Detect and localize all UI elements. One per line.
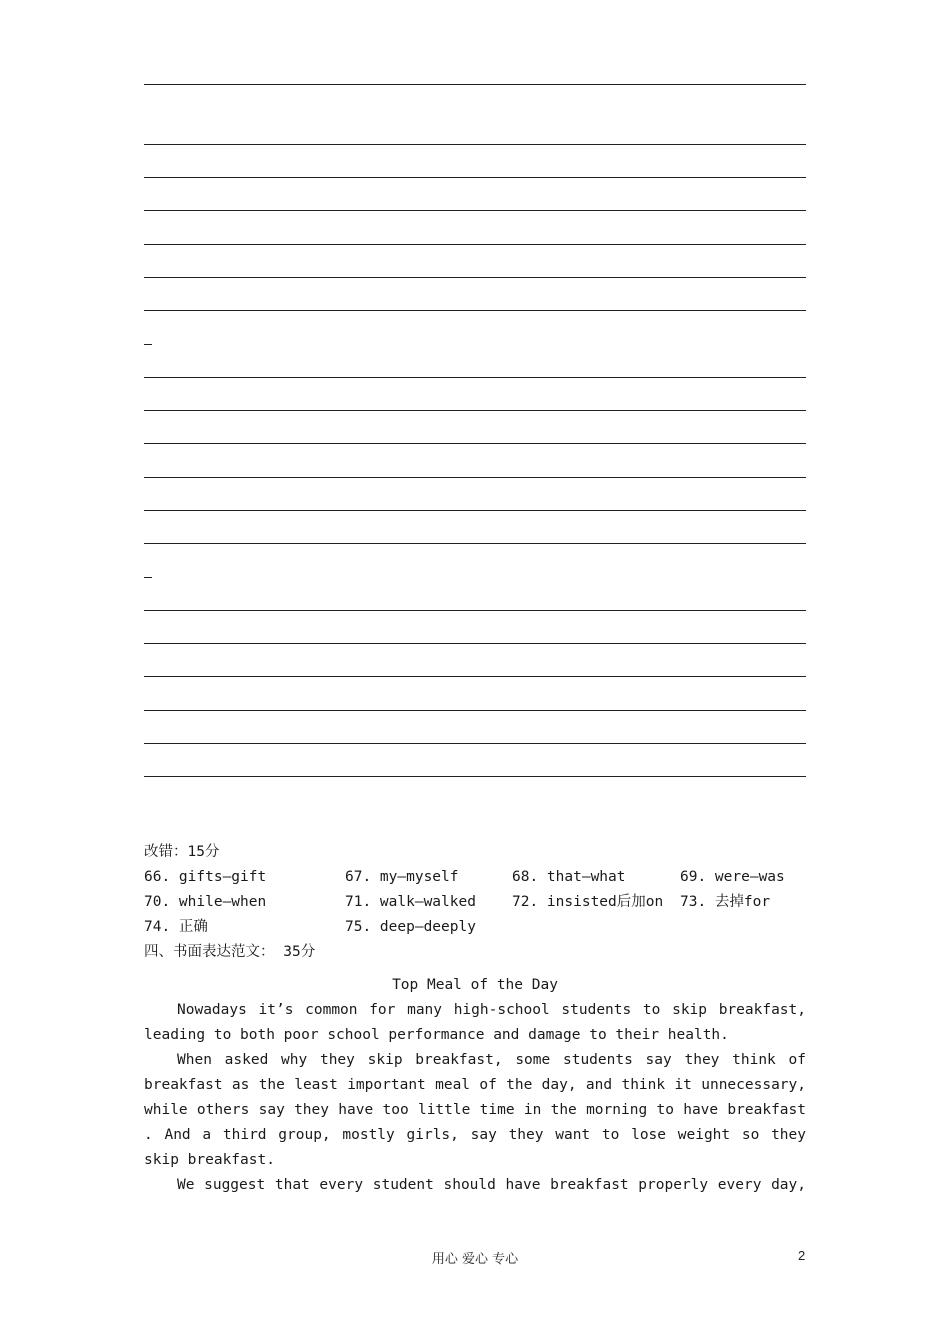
- answer-item: 74. 正确: [144, 919, 208, 935]
- writing-line: [144, 643, 806, 644]
- writing-line: [144, 410, 806, 411]
- writing-line: [144, 244, 806, 245]
- footer-slogan: 用心 爱心 专心: [431, 1252, 519, 1267]
- writing-line: [144, 310, 806, 311]
- writing-line: [144, 277, 806, 278]
- essay-title: Top Meal of the Day: [392, 977, 558, 993]
- writing-line: [144, 676, 806, 677]
- answer-item: 67. my—myself: [345, 869, 459, 885]
- answer-item: 71. walk—walked: [345, 894, 476, 910]
- writing-line: [144, 210, 806, 211]
- essay-paragraph: We suggest that every student should have breakfast properly every day,: [177, 1177, 806, 1193]
- writing-line: [144, 84, 806, 85]
- answer-item: 72. insisted后加on: [512, 894, 664, 910]
- page-number: 2: [798, 1248, 806, 1263]
- short-dash: [144, 577, 152, 578]
- essay-paragraph: Nowadays it’s common for many high-school students to skip breakfast, leading to both poor school performance and damage to their health.: [144, 1002, 806, 1043]
- answer-item: 75. deep—deeply: [345, 919, 476, 935]
- writing-line: [144, 443, 806, 444]
- writing-line: [144, 177, 806, 178]
- writing-line: [144, 543, 806, 544]
- answer-item: 70. while—when: [144, 894, 267, 910]
- writing-line: [144, 776, 806, 777]
- answer-item: 68. that—what: [512, 869, 626, 885]
- writing-line: [144, 610, 806, 611]
- answer-item: 69. were—was: [680, 869, 785, 885]
- writing-line: [144, 743, 806, 744]
- answer-item: 73. 去掉for: [680, 894, 771, 910]
- writing-line: [144, 477, 806, 478]
- writing-line: [144, 144, 806, 145]
- writing-line: [144, 510, 806, 511]
- answers-heading: 改错：15分: [144, 844, 220, 860]
- writing-heading: 四、书面表达范文： 35分: [144, 944, 316, 960]
- short-dash: [144, 344, 152, 345]
- answer-item: 66. gifts—gift: [144, 869, 267, 885]
- essay-paragraph: When asked why they skip breakfast, some students say they think of breakfast as the least important meal of the day, and think it unnecessary, while others say they have too little time in the morning to have breakfast . And a third group, mostly girls, say they want to lose weight so they skip breakfast.: [144, 1052, 806, 1168]
- writing-line: [144, 377, 806, 378]
- writing-line: [144, 710, 806, 711]
